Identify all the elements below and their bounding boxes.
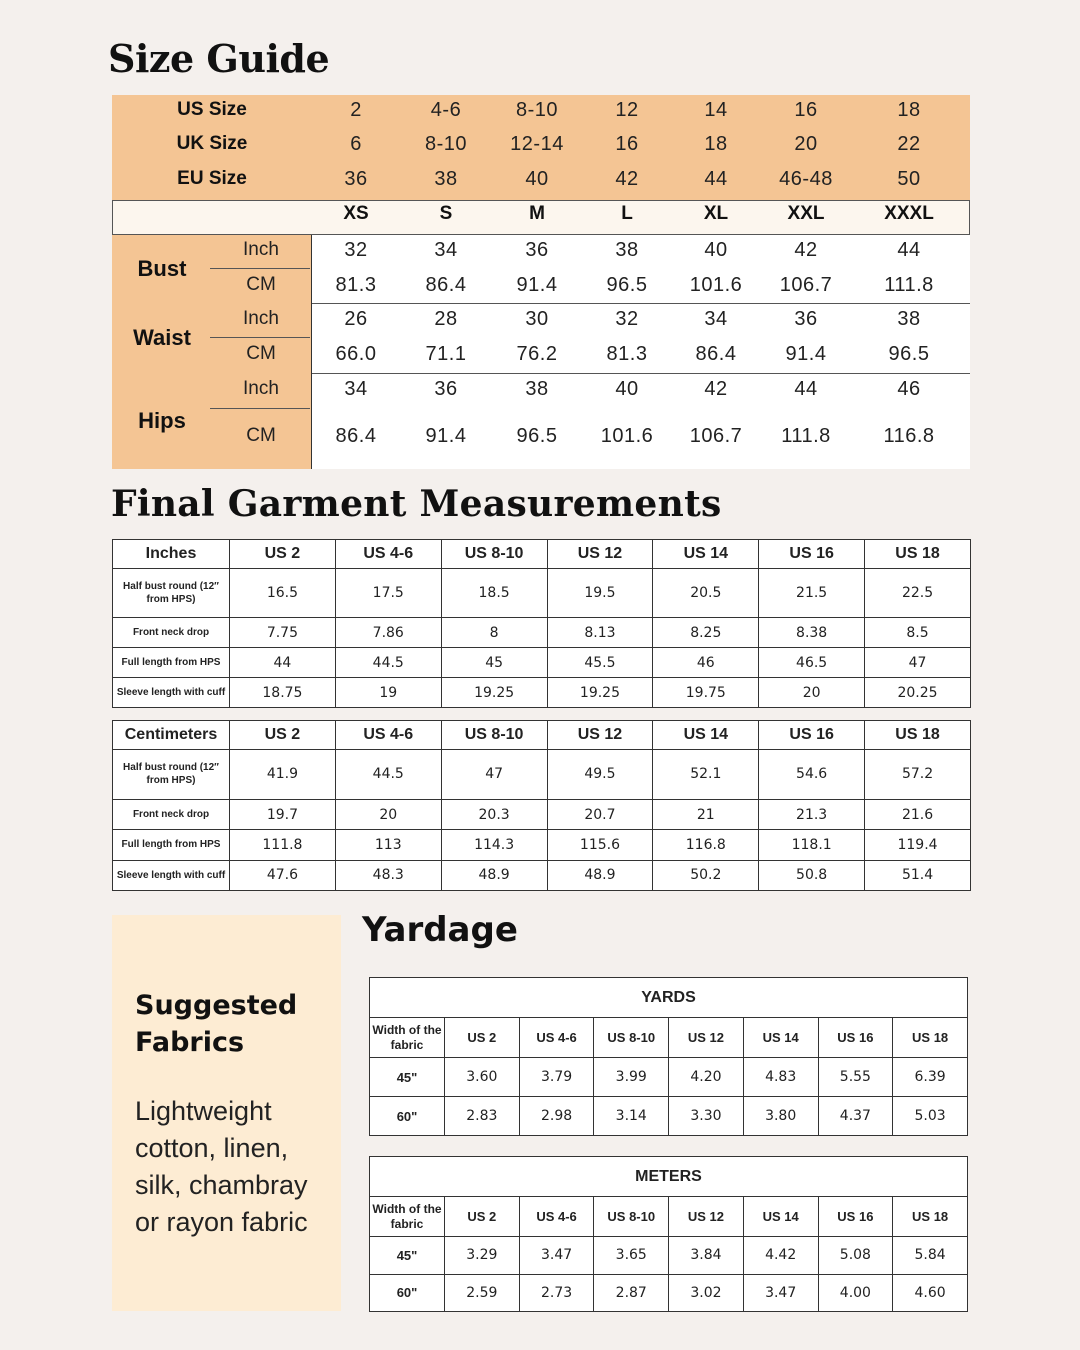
letter-size: XS <box>343 203 369 224</box>
size-column-header: US 18 <box>865 721 971 750</box>
letter-size: M <box>529 203 545 224</box>
measurement-value: 51.4 <box>865 860 971 890</box>
measurement-value: 57.2 <box>865 750 971 800</box>
size-value: 38 <box>434 168 458 190</box>
size-value: 18 <box>704 133 728 155</box>
yardage-title: Yardage <box>362 910 518 950</box>
measurement-value: 48.3 <box>335 860 441 890</box>
measurement-label: Full length from HPS <box>113 648 230 678</box>
measurement-label: Half bust round (12″ from HPS) <box>113 569 230 618</box>
fabric-width-header: Width of the fabric <box>370 1018 445 1058</box>
size-column-header: US 18 <box>865 540 971 569</box>
yardage-value: 3.99 <box>594 1058 669 1097</box>
measurement-label: Sleeve length with cuff <box>113 860 230 890</box>
yardage-value: 4.00 <box>818 1274 893 1312</box>
suggested-fabrics-title: Suggested Fabrics <box>135 990 298 1058</box>
table-row <box>370 1058 968 1097</box>
yardage-value: 2.59 <box>445 1274 520 1312</box>
measurement-value: 20.25 <box>865 678 971 708</box>
yardage-value: 5.08 <box>818 1237 893 1275</box>
cm-value: 96.5 <box>606 274 648 296</box>
table-row <box>370 1097 968 1136</box>
size-column-header: US 4-6 <box>519 1018 594 1058</box>
inch-value: 34 <box>434 239 458 261</box>
yardage-meters-table <box>369 1156 968 1312</box>
size-column-header: US 16 <box>818 1197 893 1237</box>
measurement-value: 19.25 <box>441 678 547 708</box>
measurement-value: 54.6 <box>759 750 865 800</box>
cm-value: 66.0 <box>335 343 377 365</box>
measurement-value: 19.25 <box>547 678 653 708</box>
inch-value: 44 <box>897 239 921 261</box>
inch-value: 42 <box>704 378 728 400</box>
yardage-value: 3.02 <box>669 1274 744 1312</box>
table-row <box>113 860 971 890</box>
yardage-value: 5.84 <box>893 1237 968 1275</box>
cell-divider <box>865 373 953 374</box>
cm-value: 116.8 <box>883 425 935 447</box>
cell-divider <box>865 303 953 304</box>
size-row-label: EU Size <box>177 168 247 189</box>
measurement-value: 21.6 <box>865 799 971 829</box>
measurement-value: 16.5 <box>230 569 336 618</box>
inch-value: 28 <box>434 308 458 330</box>
yardage-value: 3.65 <box>594 1237 669 1275</box>
inch-value: 34 <box>704 308 728 330</box>
cell-divider <box>672 303 760 304</box>
measurement-value: 50.2 <box>653 860 759 890</box>
measurement-value: 7.86 <box>335 618 441 648</box>
yardage-caption: METERS <box>370 1157 968 1197</box>
size-value: 14 <box>704 99 728 121</box>
table-row <box>113 830 971 860</box>
measurement-value: 22.5 <box>865 569 971 618</box>
size-column-header: US 12 <box>669 1197 744 1237</box>
cell-divider <box>762 303 850 304</box>
measurement-value: 114.3 <box>441 830 547 860</box>
measurement-value: 17.5 <box>335 569 441 618</box>
size-value: 12-14 <box>510 133 564 155</box>
letter-size: L <box>621 203 633 224</box>
inch-value: 32 <box>615 308 639 330</box>
inch-value: 42 <box>794 239 818 261</box>
measurement-value: 50.8 <box>759 860 865 890</box>
measurement-value: 46 <box>653 648 759 678</box>
measurement-value: 7.75 <box>230 618 336 648</box>
size-value: 42 <box>615 168 639 190</box>
measurement-value: 8 <box>441 618 547 648</box>
letter-size: S <box>439 203 453 224</box>
measurement-value: 19.7 <box>230 799 336 829</box>
measurement-value: 47 <box>441 750 547 800</box>
size-column-header: US 8-10 <box>441 540 547 569</box>
size-value: 4-6 <box>430 99 462 121</box>
fabric-width-header: Width of the fabric <box>370 1197 445 1237</box>
measurement-value: 8.38 <box>759 618 865 648</box>
measurement-value: 19.5 <box>547 569 653 618</box>
cm-value: 101.6 <box>689 274 743 296</box>
label-value-divider <box>311 235 312 469</box>
size-column-header: US 12 <box>669 1018 744 1058</box>
size-column-header: US 18 <box>893 1018 968 1058</box>
measurement-value: 47 <box>865 648 971 678</box>
size-value: 16 <box>794 99 818 121</box>
yardage-value: 3.14 <box>594 1097 669 1136</box>
measurement-value: 18.75 <box>230 678 336 708</box>
size-column-header: US 16 <box>759 721 865 750</box>
inch-value: 36 <box>434 378 458 400</box>
yardage-value: 3.60 <box>445 1058 520 1097</box>
measurement-label: Full length from HPS <box>113 830 230 860</box>
cm-value: 106.7 <box>689 425 743 447</box>
cm-value: 96.5 <box>888 343 930 365</box>
inch-value: 44 <box>794 378 818 400</box>
cm-value: 101.6 <box>600 425 654 447</box>
size-value: 6 <box>350 133 362 155</box>
cell-divider <box>583 303 671 304</box>
measurement-value: 44.5 <box>335 750 441 800</box>
cell-divider <box>583 373 671 374</box>
cell-divider <box>312 303 400 304</box>
size-value: 44 <box>704 168 728 190</box>
cell-divider <box>493 303 581 304</box>
inch-value: 34 <box>344 378 368 400</box>
cm-value: 81.3 <box>606 343 648 365</box>
cm-value: 91.4 <box>425 425 467 447</box>
size-column-header: US 12 <box>547 540 653 569</box>
measurement-label: Front neck drop <box>113 799 230 829</box>
cm-value: 111.8 <box>781 425 831 447</box>
measurement-value: 118.1 <box>759 830 865 860</box>
measurement-value: 45.5 <box>547 648 653 678</box>
measurement-label: Sleeve length with cuff <box>113 678 230 708</box>
yardage-value: 3.84 <box>669 1237 744 1275</box>
measurement-value: 8.25 <box>653 618 759 648</box>
letter-size: XXL <box>787 203 825 224</box>
yardage-value: 3.29 <box>445 1237 520 1275</box>
unit-label-cm: CM <box>246 274 276 295</box>
letter-size: XL <box>703 203 729 224</box>
inch-value: 26 <box>344 308 368 330</box>
table-row <box>113 569 971 618</box>
unit-header: Inches <box>113 540 230 569</box>
fabric-width-label: 60" <box>370 1097 445 1136</box>
size-column-header: US 4-6 <box>335 721 441 750</box>
fabric-width-label: 45" <box>370 1058 445 1097</box>
measurement-value: 8.5 <box>865 618 971 648</box>
size-value: 8-10 <box>424 133 468 155</box>
unit-label-inch: Inch <box>243 308 279 329</box>
measurement-value: 21.3 <box>759 799 865 829</box>
inch-value: 40 <box>615 378 639 400</box>
inch-value: 36 <box>525 239 549 261</box>
inch-value: 38 <box>615 239 639 261</box>
table-header-row <box>113 721 971 750</box>
yardage-caption: YARDS <box>370 978 968 1018</box>
inch-value: 36 <box>794 308 818 330</box>
unit-label-cm: CM <box>246 343 276 364</box>
measurement-value: 47.6 <box>230 860 336 890</box>
measurement-value: 44.5 <box>335 648 441 678</box>
unit-label-inch: Inch <box>243 378 279 399</box>
size-guide-table <box>112 95 970 469</box>
measurement-value: 19 <box>335 678 441 708</box>
inch-value: 38 <box>525 378 549 400</box>
cell-divider <box>402 373 490 374</box>
size-column-header: US 2 <box>445 1018 520 1058</box>
measurement-value: 20 <box>759 678 865 708</box>
cell-divider <box>493 373 581 374</box>
cell-divider <box>672 373 760 374</box>
measurement-value: 19.75 <box>653 678 759 708</box>
table-row <box>113 799 971 829</box>
table-row <box>113 648 971 678</box>
yardage-value: 5.03 <box>893 1097 968 1136</box>
size-column-header: US 14 <box>743 1018 818 1058</box>
fabric-width-label: 60" <box>370 1274 445 1312</box>
yardage-value: 5.55 <box>818 1058 893 1097</box>
measurement-value: 41.9 <box>230 750 336 800</box>
size-column-header: US 18 <box>893 1197 968 1237</box>
table-row <box>113 678 971 708</box>
cm-value: 111.8 <box>884 274 934 296</box>
measurement-value: 18.5 <box>441 569 547 618</box>
measurement-value: 46.5 <box>759 648 865 678</box>
size-column-header: US 4-6 <box>335 540 441 569</box>
cm-value: 86.4 <box>335 425 377 447</box>
measurement-value: 52.1 <box>653 750 759 800</box>
measurement-value: 21.5 <box>759 569 865 618</box>
unit-divider <box>210 337 310 338</box>
measurement-name: Waist <box>133 325 191 350</box>
measurement-value: 49.5 <box>547 750 653 800</box>
cm-value: 106.7 <box>779 274 833 296</box>
yardage-value: 6.39 <box>893 1058 968 1097</box>
yardage-value: 3.47 <box>743 1274 818 1312</box>
table-row <box>113 750 971 800</box>
unit-divider <box>210 268 310 269</box>
cm-value: 71.1 <box>425 343 467 365</box>
yardage-value: 2.87 <box>594 1274 669 1312</box>
measurement-value: 116.8 <box>653 830 759 860</box>
inch-value: 30 <box>525 308 549 330</box>
yardage-value: 3.47 <box>519 1237 594 1275</box>
yardage-value: 4.20 <box>669 1058 744 1097</box>
size-row-label: US Size <box>177 99 247 120</box>
unit-label-inch: Inch <box>243 239 279 260</box>
size-value: 8-10 <box>515 99 559 121</box>
unit-divider <box>210 408 310 409</box>
measurement-value: 20.7 <box>547 799 653 829</box>
measurement-label: Front neck drop <box>113 618 230 648</box>
suggested-fabrics-text: Lightweight cotton, linen, silk, chambray or rayon fabric <box>135 1096 308 1237</box>
fabric-width-label: 45" <box>370 1237 445 1275</box>
measurement-value: 111.8 <box>230 830 336 860</box>
yardage-value: 4.83 <box>743 1058 818 1097</box>
measurement-value: 8.13 <box>547 618 653 648</box>
size-value: 36 <box>344 168 368 190</box>
yardage-value: 3.30 <box>669 1097 744 1136</box>
measurement-value: 20.3 <box>441 799 547 829</box>
cm-value: 81.3 <box>335 274 377 296</box>
cm-value: 91.4 <box>516 274 558 296</box>
measurement-value: 20.5 <box>653 569 759 618</box>
size-value: 12 <box>615 99 639 121</box>
size-value: 22 <box>897 133 921 155</box>
measurement-value: 113 <box>335 830 441 860</box>
size-column-header: US 8-10 <box>441 721 547 750</box>
size-value: 46-48 <box>779 168 833 190</box>
cm-value: 91.4 <box>785 343 827 365</box>
garment-measurements-title: Final Garment Measurements <box>111 483 722 525</box>
size-value: 18 <box>897 99 921 121</box>
size-value: 2 <box>350 99 362 121</box>
letter-size: XXXL <box>884 203 934 224</box>
inch-value: 32 <box>344 239 368 261</box>
inch-value: 38 <box>897 308 921 330</box>
cell-divider <box>402 303 490 304</box>
cm-value: 86.4 <box>425 274 467 296</box>
size-column-header: US 8-10 <box>594 1018 669 1058</box>
garment-inches-table <box>112 539 971 708</box>
measurement-value: 44 <box>230 648 336 678</box>
cell-divider <box>762 373 850 374</box>
measurement-value: 115.6 <box>547 830 653 860</box>
measurement-value: 21 <box>653 799 759 829</box>
size-column-header: US 2 <box>230 721 336 750</box>
yardage-value: 4.37 <box>818 1097 893 1136</box>
size-column-header: US 2 <box>445 1197 520 1237</box>
size-column-header: US 12 <box>547 721 653 750</box>
yardage-value: 2.98 <box>519 1097 594 1136</box>
measurement-label: Half bust round (12″ from HPS) <box>113 750 230 800</box>
measurement-value: 48.9 <box>547 860 653 890</box>
cm-value: 76.2 <box>516 343 558 365</box>
cell-divider <box>312 373 400 374</box>
size-column-header: US 14 <box>653 721 759 750</box>
size-column-header: US 4-6 <box>519 1197 594 1237</box>
yardage-yards-table <box>369 977 968 1136</box>
unit-label-cm: CM <box>246 425 276 446</box>
size-column-header: US 2 <box>230 540 336 569</box>
table-row <box>113 618 971 648</box>
size-column-header: US 8-10 <box>594 1197 669 1237</box>
yardage-value: 3.79 <box>519 1058 594 1097</box>
yardage-value: 2.73 <box>519 1274 594 1312</box>
size-value: 50 <box>897 168 921 190</box>
measurement-name: Hips <box>138 408 186 433</box>
cm-value: 96.5 <box>516 425 558 447</box>
measurement-value: 48.9 <box>441 860 547 890</box>
measurement-value: 119.4 <box>865 830 971 860</box>
table-row <box>370 1274 968 1312</box>
inch-value: 46 <box>897 378 921 400</box>
size-column-header: US 14 <box>653 540 759 569</box>
size-guide-title: Size Guide <box>108 36 330 81</box>
table-row <box>370 1237 968 1275</box>
yardage-value: 3.80 <box>743 1097 818 1136</box>
table-header-row <box>113 540 971 569</box>
cm-value: 86.4 <box>695 343 737 365</box>
size-row-label: UK Size <box>176 133 248 154</box>
measurement-value: 20 <box>335 799 441 829</box>
measurement-value: 45 <box>441 648 547 678</box>
size-column-header: US 14 <box>743 1197 818 1237</box>
unit-header: Centimeters <box>113 721 230 750</box>
yardage-value: 4.60 <box>893 1274 968 1312</box>
measurement-name: Bust <box>137 256 187 281</box>
size-column-header: US 16 <box>759 540 865 569</box>
size-value: 16 <box>615 133 639 155</box>
garment-cm-table <box>112 720 971 891</box>
size-column-header: US 16 <box>818 1018 893 1058</box>
yardage-value: 2.83 <box>445 1097 520 1136</box>
size-value: 40 <box>525 168 549 190</box>
suggested-fabrics-panel <box>112 915 341 1311</box>
yardage-value: 4.42 <box>743 1237 818 1275</box>
inch-value: 40 <box>704 239 728 261</box>
size-value: 20 <box>794 133 818 155</box>
